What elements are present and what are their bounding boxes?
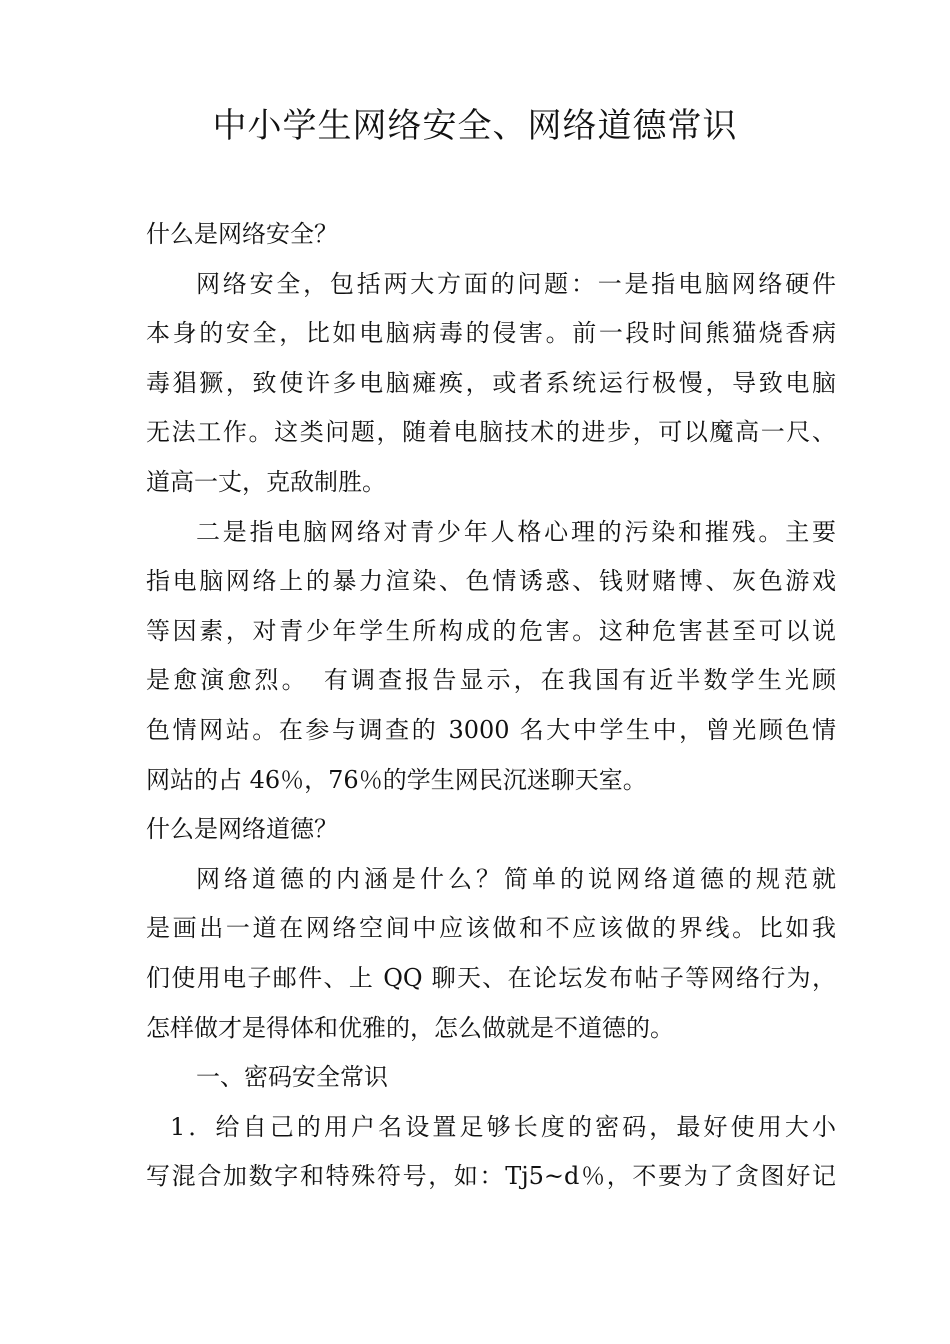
paragraph-line: 本身的安全，比如电脑病毒的侵害。前一段时间熊猫烧香病 <box>146 319 836 348</box>
list-item-line: 写混合加数字和特殊符号，如：Tj5~d％，不要为了贪图好记 <box>146 1162 836 1191</box>
document-body <box>146 210 836 1202</box>
paragraph-line: 怎样做才是得体和优雅的，怎么做就是不道德的。 <box>146 1013 674 1042</box>
section-heading-password-safety: 一、密码安全常识 <box>196 1063 388 1092</box>
paragraph-line: 道高一丈，克敌制胜。 <box>146 467 386 496</box>
paragraph-line: 是画出一道在网络空间中应该做和不应该做的界线。比如我 <box>146 914 836 943</box>
document-title: 中小学生网络安全、网络道德常识 <box>212 106 738 146</box>
paragraph-line: 无法工作。这类问题，随着电脑技术的进步，可以魔高一尺、 <box>146 418 836 447</box>
paragraph-line: 网站的占 46％，76％的学生网民沉迷聊天室。 <box>146 765 647 794</box>
section-heading-network-ethics: 什么是网络道德？ <box>146 815 338 844</box>
paragraph-line: 是愈演愈烈。 有调查报告显示，在我国有近半数学生光顾 <box>146 666 836 695</box>
paragraph-line: 毒猖獗，致使许多电脑瘫痪，或者系统运行极慢，导致电脑 <box>146 368 836 397</box>
paragraph-line: 们使用电子邮件、上 QQ 聊天、在论坛发布帖子等网络行为， <box>146 963 836 992</box>
paragraph-line: 色情网站。在参与调查的 3000 名大中学生中，曾光顾色情 <box>146 715 836 744</box>
paragraph-line: 二是指电脑网络对青少年人格心理的污染和摧残。主要 <box>196 517 836 546</box>
paragraph-line: 网络道德的内涵是什么？简单的说网络道德的规范就 <box>196 864 836 893</box>
list-item-line: 1．给自己的用户名设置足够长度的密码，最好使用大小 <box>170 1112 836 1141</box>
section-heading-network-security: 什么是网络安全？ <box>146 220 338 248</box>
paragraph-line: 指电脑网络上的暴力渲染、色情诱惑、钱财赌博、灰色游戏 <box>146 567 836 596</box>
paragraph-line: 网络安全，包括两大方面的问题：一是指电脑网络硬件 <box>196 269 836 298</box>
paragraph-line: 等因素，对青少年学生所构成的危害。这种危害甚至可以说 <box>146 616 836 645</box>
